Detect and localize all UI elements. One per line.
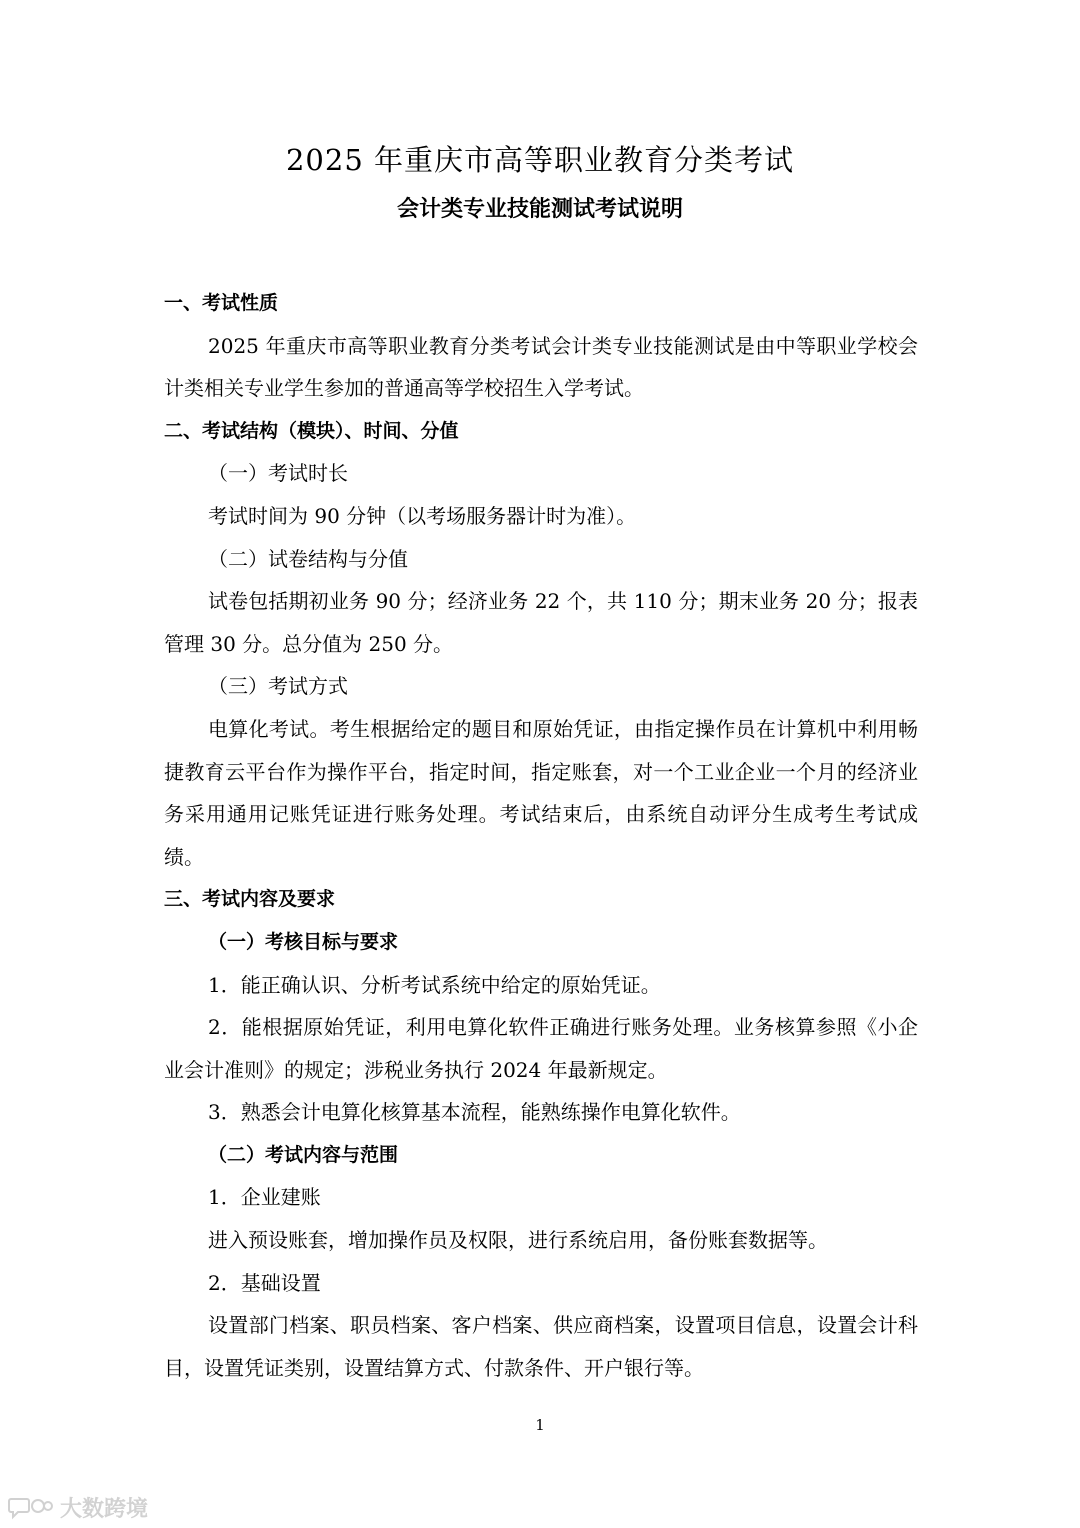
page-subtitle: 会计类专业技能测试考试说明 (396, 197, 683, 222)
section-heading: 二、考试结构（模块）、时间、分值 (164, 419, 459, 442)
paragraph: 考试时间为 90 分钟（以考场服务器计时为准）。 (208, 503, 637, 528)
document-body (164, 282, 918, 1389)
list-item: 3．熟悉会计电算化核算基本流程，能熟练操作电算化软件。 (208, 1100, 741, 1125)
subsection-heading: （二）试卷结构与分值 (208, 546, 408, 571)
list-item: 1．企业建账 (208, 1185, 321, 1210)
list-item: 2．能根据原始凭证，利用电算化软件正确进行账务处理。业务核算参照《小企业会计准则》的规定；涉税业务执行 2024 年最新规定。 (164, 1015, 918, 1082)
subsection-heading: （一）考试时长 (208, 461, 348, 486)
chat-bubble-logo-icon (8, 1495, 54, 1521)
watermark-text: 大数跨境 (60, 1497, 149, 1522)
section-heading: 三、考试内容及要求 (164, 888, 336, 911)
paragraph: 设置部门档案、职员档案、客户档案、供应商档案，设置项目信息，设置会计科目，设置凭证类别，设置结算方式、付款条件、开户银行等。 (164, 1313, 918, 1380)
section-heading: 一、考试性质 (164, 292, 279, 314)
subsection-heading: （三）考试方式 (208, 674, 348, 699)
watermark (8, 1492, 148, 1523)
list-item: 1．能正确认识、分析考试系统中给定的原始凭证。 (208, 972, 661, 997)
list-item: 2．基础设置 (208, 1270, 321, 1295)
subsection-heading: （二）考试内容与范围 (208, 1143, 399, 1166)
paragraph: 电算化考试。考生根据给定的题目和原始凭证，由指定操作员在计算机中利用畅捷教育云平台作为操作平台，指定时间，指定账套，对一个工业企业一个月的经济业务采用通用记账凭证进行账务处理。考试结束后，由系统自动评分生成考生考试成绩。 (164, 716, 918, 869)
paragraph: 2025 年重庆市高等职业教育分类考试会计类专业技能测试是由中等职业学校会计类相关专业学生参加的普通高等学校招生入学考试。 (164, 333, 918, 401)
page-number: 1 (535, 1416, 545, 1434)
subsection-heading: （一）考核目标与要求 (208, 930, 399, 953)
paragraph: 试卷包括期初业务 90 分；经济业务 22 个，共 110 分；期末业务 20 分；报表管理 30 分。总分值为 250 分。 (164, 589, 918, 656)
paragraph: 进入预设账套，增加操作员及权限，进行系统启用，备份账套数据等。 (208, 1228, 828, 1253)
page-title: 2025 年重庆市高等职业教育分类考试 (285, 143, 795, 177)
